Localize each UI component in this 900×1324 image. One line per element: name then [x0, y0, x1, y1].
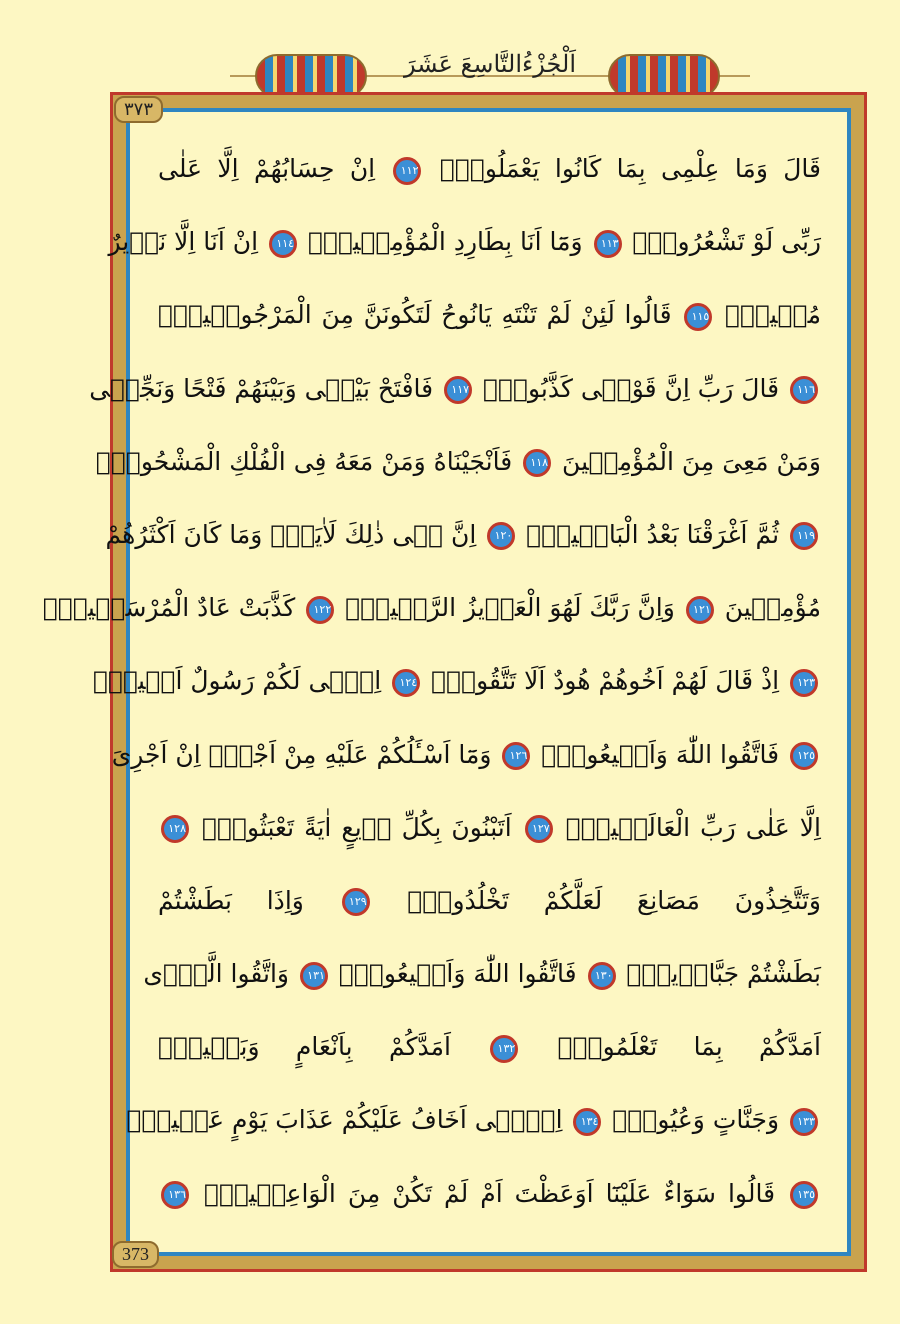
page-frame	[42, 92, 867, 1272]
text-line	[158, 1010, 821, 1083]
ayah-number-badge: ١٢١	[686, 596, 714, 624]
ayah-number-badge: ١٢٧	[525, 815, 553, 843]
verse-text: وَتَتَّخِذُونَ مَصَانِعَ لَعَلَّكُمْ تَخْلُدُونَۚ	[372, 885, 821, 915]
ayah-number-badge: ١٣٢	[490, 1035, 518, 1063]
verse-text: اَتَبْنُونَ بِكُلِّ رٖيعٍ اٰيَةً تَعْبَثُونَۙ	[192, 812, 522, 842]
verse-text: وَجَنَّاتٍ وَعُيُونٍۚ	[604, 1105, 787, 1135]
text-line	[158, 1157, 821, 1230]
verse-text: فَاتَّقُوا اللّٰهَ وَاَطٖيعُونِۚ	[533, 739, 787, 769]
text-line	[95, 425, 821, 498]
verse-text: مُؤْمِنٖينَ	[716, 593, 821, 623]
text-line	[111, 718, 821, 791]
ayah-number-badge: ١١٨	[523, 449, 551, 477]
verse-text: مُبٖينٌۜ	[715, 300, 821, 330]
ayah-number-badge: ١٣٤	[573, 1108, 601, 1136]
verse-text: ثُمَّ اَغْرَقْنَا بَعْدُ الْبَاقٖينَۜ	[518, 519, 787, 549]
text-line	[158, 278, 821, 351]
verse-text: وَاِذَا بَطَشْتُمْ	[158, 885, 339, 915]
ayah-number-badge: ١٣٠	[588, 962, 616, 990]
ayah-number-badge: ١١٩	[790, 522, 818, 550]
ayah-number-badge: ١٢٥	[790, 742, 818, 770]
verse-text: فَاَنْجَيْنَاهُ وَمَنْ مَعَهُ فِى الْفُلْكِ الْمَشْحُونِۚ	[95, 446, 521, 476]
text-frame	[42, 108, 851, 1256]
verse-text: اِنْ اَنَا اِلَّا نَذٖيرٌ	[108, 227, 267, 257]
text-line	[158, 864, 821, 937]
ayah-number-badge: ١١٧	[444, 376, 472, 404]
text-line	[158, 791, 821, 864]
verse-text: اِنّٖٓى اَخَافُ عَلَيْكُمْ عَذَابَ يَوْمٍ عَظٖيمٍۜ	[126, 1105, 571, 1135]
juz-title: اَلْجُزْءُالتَّاسِعَ عَشَرَ	[403, 50, 577, 78]
ayah-number-badge: ١١٢	[393, 157, 421, 185]
verse-text: فَاتَّقُوا اللّٰهَ وَاَطٖيعُونِۚ	[330, 959, 585, 989]
verse-text: اِنَّ فٖى ذٰلِكَ لَاٰيَةًۜ وَمَا كَانَ اَكْثَرُهُمْ	[105, 519, 485, 549]
verse-text: اِلَّا عَلٰى رَبِّ الْعَالَمٖينَۜ	[555, 812, 821, 842]
verse-text: قَالُوا سَوَٓاءٌ عَلَيْنَٓا اَوَعَظْتَ اَمْ لَمْ تَكُنْ مِنَ الْوَاعِظٖينَۙ	[192, 1178, 787, 1208]
ayah-number-badge: ١٢٠	[487, 522, 515, 550]
verse-text: وَمَٓا اَسْـَٔلُكُمْ عَلَيْهِ مِنْ اَجْرٍۚ اِنْ اَجْرِىَ	[111, 739, 500, 769]
text-line	[143, 937, 821, 1010]
verse-text: اِنّٖى لَكُمْ رَسُولٌ اَمٖينٌۙ	[92, 666, 390, 696]
verse-text: اَمَدَّكُمْ بِمَا تَعْلَمُونَۚ	[521, 1032, 821, 1062]
verse-text: وَمَٓا اَنَا بِطَارِدِ الْمُؤْمِنٖينَۚ	[300, 227, 591, 257]
verse-text: اِنْ حِسَابُهُمْ اِلَّا عَلٰى	[158, 154, 391, 183]
page-number-bottom: 373	[112, 1241, 159, 1268]
verse-text: قَالَ رَبِّ اِنَّ قَوْمٖى كَذَّبُونِۚ	[475, 373, 787, 403]
ayah-number-badge: ١٢٦	[502, 742, 530, 770]
verse-text: رَبِّى لَوْ تَشْعُرُونَۚ	[624, 227, 821, 257]
text-line	[92, 644, 821, 717]
verse-text: قَالَ وَمَا عِلْمِى بِمَا كَانُوا يَعْمَلُونَۚ	[424, 154, 821, 183]
text-line	[158, 132, 821, 205]
ayah-number-badge: ١١٥	[684, 303, 712, 331]
verse-text: اَمَدَّكُمْ بِاَنْعَامٍ وَبَنٖينَۙ	[158, 1032, 488, 1062]
page-number-top: ٣٧٣	[114, 96, 163, 123]
text-line	[105, 498, 821, 571]
verse-text: وَاتَّقُوا الَّذٖٓى	[143, 959, 297, 989]
text-line	[126, 1083, 821, 1156]
ayah-number-badge: ١٢٤	[392, 669, 420, 697]
verse-text: قَالُوا لَئِنْ لَمْ تَنْتَهِ يَانُوحُ لَتَكُونَنَّ مِنَ الْمَرْجُومٖينَۜ	[158, 300, 682, 330]
verse-text: وَمَنْ مَعِىَ مِنَ الْمُؤْمِنٖينَ	[554, 446, 821, 476]
text-line	[108, 205, 821, 278]
ayah-number-badge: ١١٣	[594, 230, 622, 258]
text-line	[89, 352, 821, 425]
text-line	[42, 571, 821, 644]
ayah-number-badge: ١١٦	[790, 376, 818, 404]
verse-text: اِذْ قَالَ لَهُمْ اَخُوهُمْ هُودٌ اَلَا تَتَّقُونَۚ	[423, 666, 787, 696]
ayah-number-badge: ١٣٣	[790, 1108, 818, 1136]
ayah-number-badge: ١٣٥	[790, 1181, 818, 1209]
verse-text: وَاِنَّ رَبَّكَ لَهُوَ الْعَزٖيزُ الرَّحٖيمُۚ	[337, 593, 683, 623]
ayah-number-badge: ١٢٣	[790, 669, 818, 697]
ayah-number-badge: ١٢٢	[306, 596, 334, 624]
ayah-number-badge: ١٣١	[300, 962, 328, 990]
verse-text: بَطَشْتُمْ جَبَّارٖينَۚ	[618, 959, 821, 989]
ayah-number-badge: ١٢٩	[342, 888, 370, 916]
quran-text	[42, 132, 821, 1236]
verse-text: كَذَّبَتْ عَادٌ الْمُرْسَلٖينَۚ	[42, 593, 304, 623]
ayah-number-badge: ١٢٨	[161, 815, 189, 843]
verse-text: فَافْتَحْ بَيْنٖى وَبَيْنَهُمْ فَتْحًا وَنَجِّنٖى	[89, 373, 442, 403]
ayah-number-badge: ١٣٦	[161, 1181, 189, 1209]
ayah-number-badge: ١١٤	[269, 230, 297, 258]
